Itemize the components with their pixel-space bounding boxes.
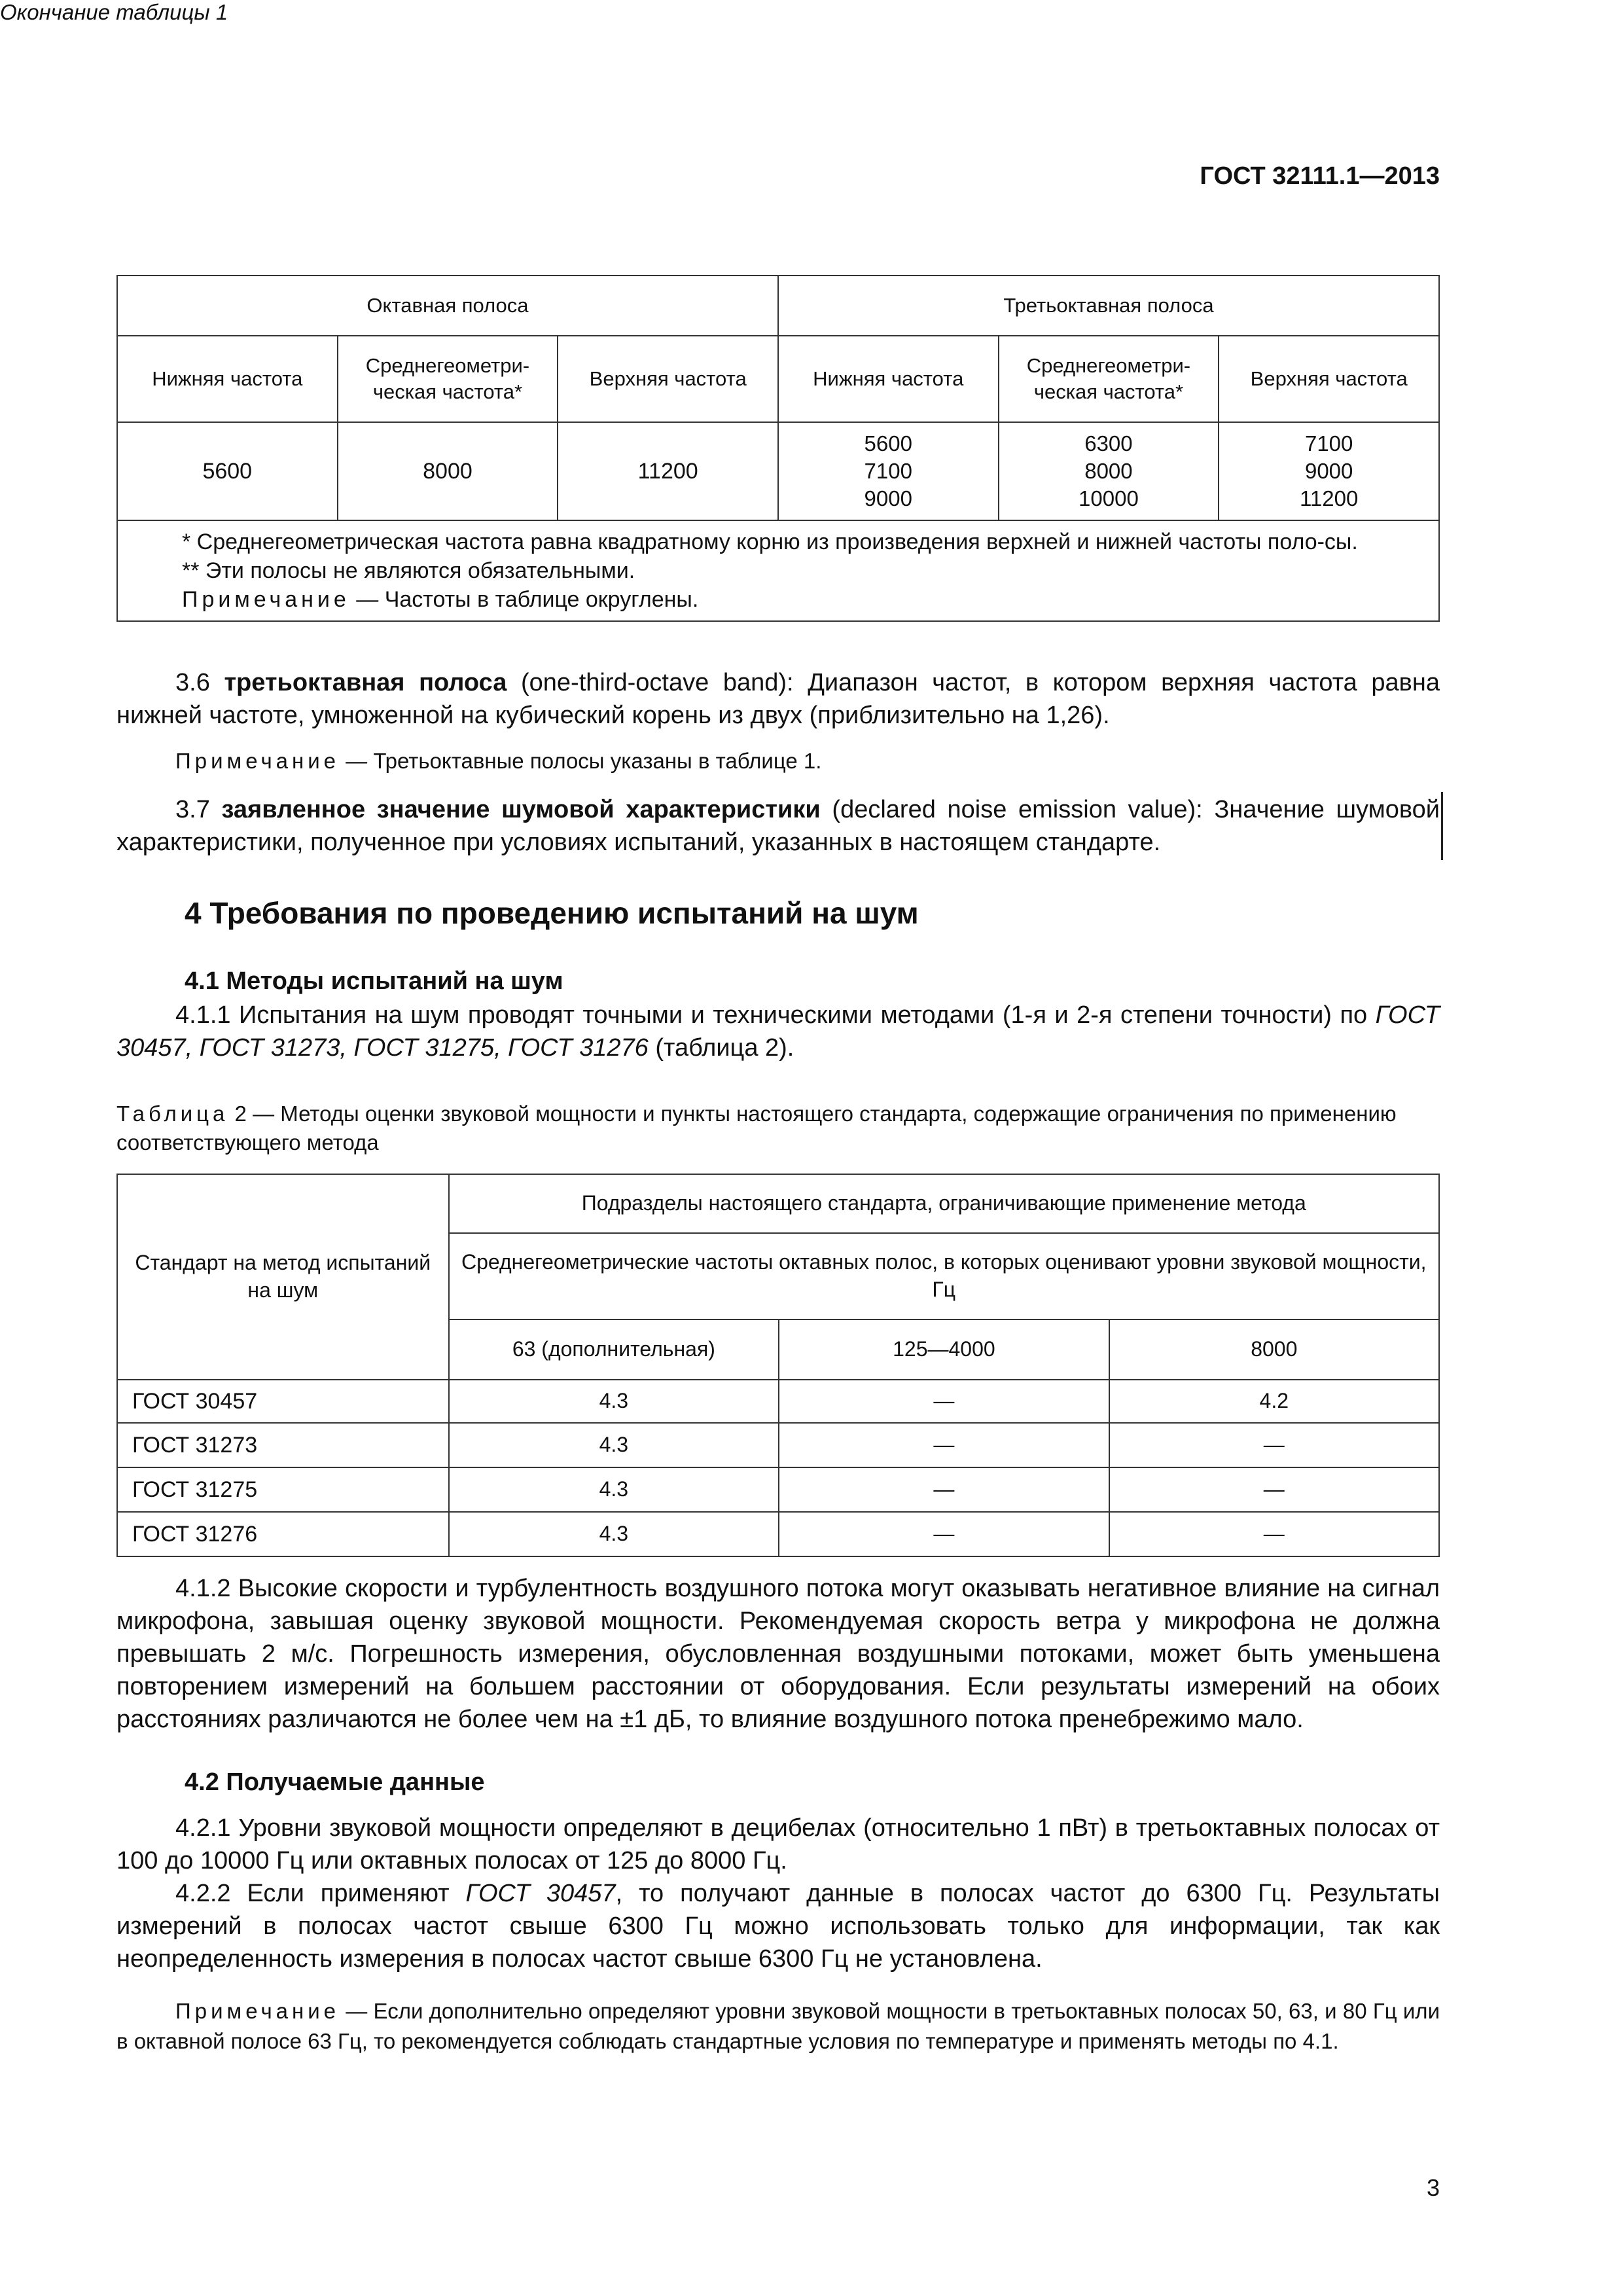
page-number: 3 bbox=[1426, 2174, 1440, 2201]
header-125-4000hz: 125—4000 bbox=[779, 1319, 1109, 1380]
table1-footnotes bbox=[117, 520, 1439, 621]
table-row bbox=[117, 1512, 1439, 1556]
standard-cell: ГОСТ 31273 bbox=[117, 1423, 449, 1467]
term: заявленное значение шумовой характеристики bbox=[221, 796, 821, 823]
header-63hz: 63 (дополнительная) bbox=[449, 1319, 779, 1380]
definition-text: (declared noise emission value): Значение шумовой характеристики, полученное при условиях испытаний, указанных в настоящем стандарте. bbox=[116, 796, 1440, 856]
value-63: 4.3 bbox=[449, 1467, 779, 1512]
value-8000: — bbox=[1109, 1512, 1439, 1556]
third-lower-value: 7100 bbox=[864, 459, 912, 483]
header-restricting-sections: Подразделы настоящего стандарта, ограничивающие применение метода bbox=[449, 1174, 1439, 1233]
third-center-value: 10000 bbox=[1079, 486, 1139, 511]
note-label: Примечание bbox=[175, 1999, 340, 2023]
section-4-1-heading: 4.1 Методы испытаний на шум bbox=[185, 967, 563, 995]
header-center-freq: Среднегеометри-ческая частота* bbox=[338, 336, 558, 422]
footnote-center-frequency: * Среднегеометрическая частота равна квадратному корню из произведения верхней и нижней частоты поло-сы. bbox=[182, 529, 1358, 554]
paragraph-4-1-1 bbox=[116, 999, 1440, 1064]
octave-lower-value: 5600 bbox=[117, 422, 338, 520]
standard-cell: ГОСТ 31275 bbox=[117, 1467, 449, 1512]
section-3-7 bbox=[116, 793, 1440, 859]
caption-text: 2 — Методы оценки звуковой мощности и пункты настоящего стандарта, содержащие ограничения по применению соответствующего метода bbox=[116, 1102, 1397, 1155]
third-center-value: 6300 bbox=[1084, 431, 1133, 456]
section-3-6 bbox=[116, 666, 1440, 732]
section-3-6-note bbox=[116, 746, 1440, 776]
text: 4.1.1 Испытания на шум проводят точными и техническими методами (1-я и 2-я степени точности) по bbox=[175, 1001, 1376, 1029]
standard-reference: ГОСТ 30457 bbox=[465, 1880, 616, 1907]
value-125-4000: — bbox=[779, 1380, 1109, 1423]
paragraph-4-2-1: 4.2.1 Уровни звуковой мощности определяют в децибелах (относительно 1 пВт) в третьоктавных полосах от 100 до 10000 Гц или октавных полосах от 125 до 8000 Гц. bbox=[116, 1814, 1440, 1874]
header-standard: Стандарт на метод испытаний на шум bbox=[117, 1174, 449, 1380]
note-text: — Если дополнительно определяют уровни звуковой мощности в третьоктавных полосах 50, 63, и 80 Гц или в октавной полосе 63 Гц, то рекомендуется соблюдать стандартные условия по температуре и применять методы по 4.1. bbox=[116, 1999, 1440, 2053]
value-125-4000: — bbox=[779, 1467, 1109, 1512]
value-63: 4.3 bbox=[449, 1512, 779, 1556]
header-octave-band: Октавная полоса bbox=[117, 276, 778, 336]
section-4-2-note bbox=[116, 1996, 1440, 2056]
table1-note bbox=[130, 585, 1429, 614]
section-number: 3.6 bbox=[175, 669, 224, 696]
header-third-octave-band: Третьоктавная полоса bbox=[778, 276, 1439, 336]
definition-text: (one-third-octave band): Диапазон частот, в котором верхняя частота равна нижней частоте, умноженной на кубический корень из двух (приблизительно на 1,26). bbox=[116, 669, 1440, 729]
third-lower-values bbox=[778, 422, 999, 520]
paragraph-4-1-2: 4.1.2 Высокие скорости и турбулентность воздушного потока могут оказывать негативное влияние на сигнал микрофона, завышая оценку звуковой мощности. Рекомендуемая скорость ветра у микрофона не должна превышать 2 м/с. Погрешность измерения, обусловленная воздушными потоками, может быть уменьшена повторением измерений на большем расстоянии от оборудования. Если результаты измерений на обоих расстояниях различаются не более чем на ±1 дБ, то влияние воздушного потока пренебрежимо мало. bbox=[116, 1575, 1440, 1733]
value-8000: — bbox=[1109, 1467, 1439, 1512]
third-upper-values bbox=[1219, 422, 1439, 520]
third-center-value: 8000 bbox=[1084, 459, 1133, 483]
footnote-optional-bands: ** Эти полосы не являются обязательными. bbox=[182, 558, 635, 583]
change-bar bbox=[1441, 792, 1443, 860]
third-upper-value: 9000 bbox=[1304, 459, 1353, 483]
term: третьоктавная полоса bbox=[224, 669, 507, 696]
standard-cell: ГОСТ 31276 bbox=[117, 1512, 449, 1556]
value-8000: — bbox=[1109, 1423, 1439, 1467]
table1-caption: Окончание таблицы 1 bbox=[0, 0, 228, 24]
section-4-heading: 4 Требования по проведению испытаний на шум bbox=[185, 896, 919, 930]
paragraph-4-2-2 bbox=[116, 1877, 1440, 1975]
note-text: — Третьоктавные полосы указаны в таблице 1. bbox=[340, 749, 822, 773]
table2 bbox=[116, 1174, 1440, 1557]
table-row bbox=[117, 1380, 1439, 1423]
table-row bbox=[117, 1423, 1439, 1467]
note-label: Примечание bbox=[182, 587, 350, 612]
header-lower-freq: Нижняя частота bbox=[117, 336, 338, 422]
value-63: 4.3 bbox=[449, 1380, 779, 1423]
caption-label: Таблица bbox=[116, 1102, 229, 1126]
header-upper-freq-third: Верхняя частота bbox=[1219, 336, 1439, 422]
third-lower-value: 9000 bbox=[864, 486, 912, 511]
note-label: Примечание bbox=[175, 749, 340, 773]
octave-center-value: 8000 bbox=[338, 422, 558, 520]
text: , то получают данные в полосах частот до 6300 Гц. Результаты измерений в полосах частот свыше 6300 Гц можно использовать только для информации, так как неопределенность измерения в полосах частот свыше 6300 Гц не установлена. bbox=[116, 1880, 1440, 1973]
third-center-values bbox=[999, 422, 1219, 520]
octave-upper-value: 11200 bbox=[558, 422, 778, 520]
standard-cell: ГОСТ 30457 bbox=[117, 1380, 449, 1423]
value-125-4000: — bbox=[779, 1423, 1109, 1467]
standard-references: ГОСТ 30457, ГОСТ 31273, ГОСТ 31275, ГОСТ 31276 bbox=[116, 1001, 1440, 1062]
section-number: 3.7 bbox=[175, 796, 222, 823]
table2-caption bbox=[116, 1100, 1440, 1157]
third-upper-value: 11200 bbox=[1300, 486, 1359, 511]
value-125-4000: — bbox=[779, 1512, 1109, 1556]
header-center-freq-third: Среднегеометри-ческая частота* bbox=[999, 336, 1219, 422]
text: (таблица 2). bbox=[648, 1034, 794, 1062]
section-4-2-heading: 4.2 Получаемые данные bbox=[185, 1768, 485, 1796]
text: 4.2.2 Если применяют bbox=[175, 1880, 466, 1907]
value-63: 4.3 bbox=[449, 1423, 779, 1467]
header-lower-freq-third: Нижняя частота bbox=[778, 336, 999, 422]
header-8000hz: 8000 bbox=[1109, 1319, 1439, 1380]
document-id: ГОСТ 32111.1—2013 bbox=[1200, 162, 1440, 190]
header-octave-frequencies: Среднегеометрические частоты октавных полос, в которых оценивают уровни звуковой мощности, Гц bbox=[449, 1233, 1439, 1319]
note-text: — Частоты в таблице округлены. bbox=[349, 587, 699, 612]
third-lower-value: 5600 bbox=[864, 431, 912, 456]
table-row bbox=[117, 1467, 1439, 1512]
header-upper-freq: Верхняя частота bbox=[558, 336, 778, 422]
value-8000: 4.2 bbox=[1109, 1380, 1439, 1423]
table1 bbox=[116, 275, 1440, 622]
third-upper-value: 7100 bbox=[1304, 431, 1353, 456]
